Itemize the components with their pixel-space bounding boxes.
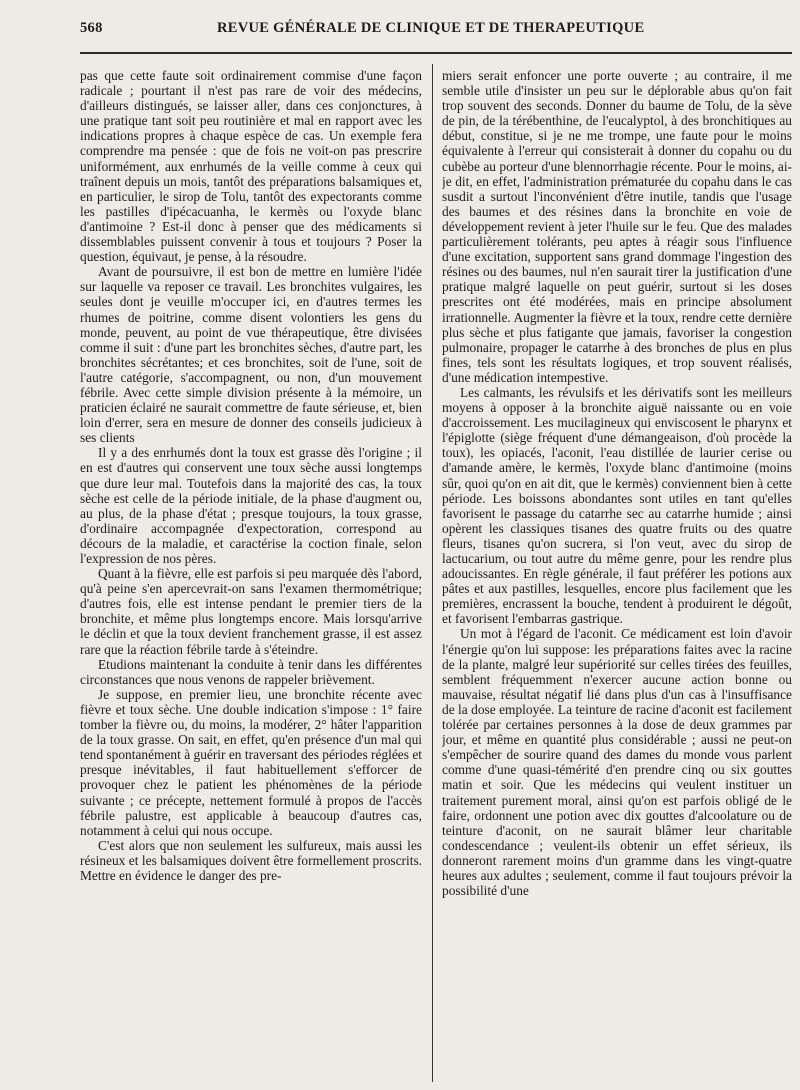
paragraph: C'est alors que non seulement les sulfureux, mais aussi les résineux et les balsamiques doivent être formellement proscrits. Mettre en évidence le danger des pre-: [80, 837, 422, 883]
column-divider: [432, 64, 433, 1082]
paragraph: Quant à la fièvre, elle est parfois si peu marquée dès l'abord, qu'à peine s'en apercevrait-on sans l'examen thermométrique; d'autres fois, elle est intense pendant le premier tiers de la bronchite, et même plus longtemps encore. Mais lorsqu'arrive le déclin et que la toux devient franchement grasse, il est assez rare que la réaction fébrile tarde à s'éteindre.: [80, 566, 422, 657]
paragraph: Un mot à l'égard de l'aconit. Ce médicament est loin d'avoir l'énergie qu'on lui suppose: les préparations faites avec la racine de la plante, malgré leur supériorité sur celles tirées des feuilles, semblent fréquemment n'exercer aucune action bonne ou mauvaise, résultat négatif lié dans plus d'un cas à l'insuffisance de la dose employée. La teinture de racine d'aconit est facilement tolérée par certaines personnes à la dose de deux grammes par jour, et même en quantité plus considérable ; aussi ne peut-on s'empêcher de sourire quand des dames du monde vous parlent comme d'une quasi-témérité d'en prendre cinq ou six gouttes matin et soir. Que les médecins qui veulent instituer un traitement purement moral, ainsi qu'on est parfois obligé de le faire, ordonnent une potion avec dix gouttes d'alcoolature ou de teinture d'aconit, on ne saurait blâmer leur charitable condescendance ; veulent-ils obtenir un effet sérieux, ils donneront rarement moins d'un gramme dans les vingt-quatre heures aux adultes ; seulement, comme il faut toujours prévoir la possibilité d'une: [442, 626, 792, 899]
left-column: [80, 68, 422, 1083]
paragraph: Etudions maintenant la conduite à tenir dans les différentes circonstances que nous venons de rappeler brièvement.: [80, 656, 422, 687]
page-number: 568: [80, 20, 103, 36]
paragraph: pas que cette faute soit ordinairement commise d'une façon radicale ; pourtant il n'est pas rare de voir des médecins, d'ailleurs distingués, se laisser aller, dans ces conjonctures, à une pratique tant soit peu routinière et mal en rapport avec les indications propres à chaque espèce de cas. Un exemple fera comprendre ma pensée : que de fois ne voit-on pas prescrire uniformément, aux enrhumés de la veille comme à ceux qui traînent depuis un mois, tantôt des préparations balsamiques et, en particulier, le sirop de Tolu, tantôt des expectorants comme les pastilles d'ipécacuanha, le kermès ou l'oxyde blanc d'antimoine ? Est-il donc à penser que des médicaments si dissemblables puissent convenir à tous et toujours ? Poser la question, équivaut, je pense, à la résoudre.: [80, 68, 422, 265]
paragraph: miers serait enfoncer une porte ouverte ; au contraire, il me semble utile d'insister un peu sur le déplorable abus qu'on fait trop souvent des seconds. Donner du baume de Tolu, de la sève de pin, de la térébenthine, de l'eucalyptol, à des bronchitiques au début, constitue, si je ne me trompe, une faute pour le moins équivalente à l'erreur qui consisterait à donner du copahu ou du cubèbe au porteur d'une blennorrhagie récente. Pour le moins, ai-je dit, en effet, l'administration prématurée du copahu dans le cas susdit a surtout l'inconvénient d'être inutile, tandis que l'usage des baumes et des résines dans la bronchite en voie de développement revient à jeter l'huile sur le feu. Que des malades particulièrement tolérants, peu aptes à réagir sous l'influence d'une excitation, supportent sans grand dommage l'ingestion des résines ou des baumes, nul n'en saurait tirer la justification d'une pratique malgré laquelle on peut guérir, surtout si les doses prescrites ont été modérées, mais en principe absolument irrationnelle. Augmenter la fièvre et la toux, rendre cette dernière plus sèche et plus fatigante que jamais, favoriser la congestion pulmonaire, propager le catarrhe à des bronches de plus en plus fines, tels sont les résultats logiques, et trop souvent réalisés, d'une médication intempestive.: [442, 68, 792, 385]
page-header: [80, 18, 792, 42]
paragraph: Il y a des enrhumés dont la toux est grasse dès l'origine ; il en est d'autres qui conservent une toux sèche aussi longtemps que dure leur mal. Toutefois dans la majorité des cas, la toux sèche est celle de la période initiale, de la phase d'augment ou, au plus, de la phase d'état ; presque toujours, la toux grasse, d'ordinaire accompagnée d'expectoration, correspond au décours de la maladie, et caractérise la coction finale, selon l'expression de nos pères.: [80, 445, 422, 566]
paragraph: Les calmants, les révulsifs et les dérivatifs sont les meilleurs moyens à opposer à la bronchite aiguë naissante ou en voie d'accroissement. Les mucilagineux qui enviscosent le pharynx et l'épiglotte (siège fréquent d'une démangeaison, d'où procède la toux), les opiacés, l'aconit, l'eau distillée de laurier cerise ou d'amande amère, le kermès, l'oxyde blanc d'antimoine (moins sûr, quoi qu'on en ait dit, que le kermès) conviennent bien à cette période. Les boissons abondantes sont utiles en tant qu'elles favorisent le passage du catarrhe sec au catarrhe humide ; ainsi opèrent les classiques tisanes des quatre fruits ou des quatre fleurs, tisanes qu'on sucrera, si l'on veut, avec du sirop de lactucarium, ou tout autre du même genre, pour les rendre plus adoucissantes. En règle générale, il faut préférer les potions aux pâtes et aux pastilles, lesquelles, encore plus facilement que les premières, encrassent la bouche, tendent à produirent le dégoût, et favorisent l'embarras gastrique.: [442, 384, 792, 627]
header-rule: [80, 52, 792, 54]
running-title: REVUE GÉNÉRALE DE CLINIQUE ET DE THERAPEUTIQUE: [217, 20, 645, 36]
right-column: [442, 68, 792, 1083]
paragraph: Je suppose, en premier lieu, une bronchite récente avec fièvre et toux sèche. Une double indication s'impose : 1° faire tomber la fièvre ou, du moins, la modérer, 2° hâter l'apparition de la toux grasse. On sait, en effet, qu'en présence d'un mal qui tend spontanément à guérir en traversant des périodes réglées et presque inévitables, il faut habituellement s'efforcer de provoquer chez le patient les phénomènes de la période suivante ; ce précepte, nettement formulé à propos de l'accès fébrile palustre, est applicable à beaucoup d'autres cas, notamment à celui qui nous occupe.: [80, 686, 422, 838]
paragraph: Avant de poursuivre, il est bon de mettre en lumière l'idée sur laquelle va reposer ce travail. Les bronchites vulgaires, les seules dont je veuille m'occuper ici, en d'autres termes les rhumes de poitrine, comme disent volontiers les gens du monde, peuvent, au point de vue thérapeutique, être divisées comme il suit : d'une part les bronchites sèches, d'autre part, les bronchites sécrétantes; et ces bronchites, soit de l'une, soit de l'autre catégorie, s'accompagnent, ou non, d'un mouvement fébrile. Avec cette simple division présente à la mémoire, un praticien éclairé ne saurait commettre de faute sérieuse, et, bien loin d'errer, sera en mesure de donner des conseils judicieux à ses clients: [80, 264, 422, 446]
